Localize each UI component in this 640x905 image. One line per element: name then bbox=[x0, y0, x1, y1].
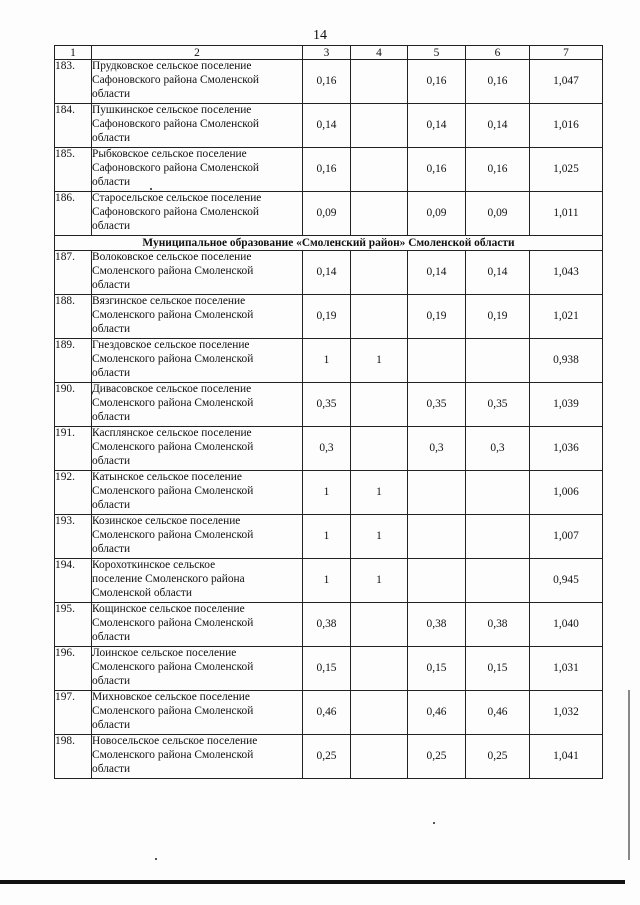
value-cell-c6: 0,15 bbox=[466, 647, 530, 691]
settlement-name-line: Смоленского района Смоленской bbox=[92, 352, 254, 365]
value-cell-c6 bbox=[466, 339, 530, 383]
value-cell-c5: 0,19 bbox=[408, 295, 466, 339]
column-header: 6 bbox=[466, 46, 530, 60]
value-cell-c4 bbox=[351, 383, 408, 427]
settlement-name-line: Касплянское сельское поселение bbox=[92, 427, 252, 439]
settlement-name-line: Смоленского района Смоленской bbox=[92, 616, 254, 629]
table-row bbox=[55, 559, 603, 603]
column-header: 3 bbox=[303, 46, 351, 60]
value-cell-c7: 1,032 bbox=[530, 691, 603, 735]
table-row bbox=[55, 60, 603, 104]
settlement-name-line: Смоленского района Смоленской bbox=[92, 484, 254, 497]
value-cell-c7: 0,945 bbox=[530, 559, 603, 603]
row-number: 191. bbox=[55, 427, 92, 471]
value-cell-c4: 1 bbox=[351, 339, 408, 383]
table-row bbox=[55, 104, 603, 148]
table-row bbox=[55, 647, 603, 691]
row-number: 198. bbox=[55, 735, 92, 779]
settlement-name-line: Сафоновского района Смоленской bbox=[92, 117, 259, 130]
table-row bbox=[55, 515, 603, 559]
column-header: 2 bbox=[92, 46, 303, 60]
settlement-name-line: области bbox=[92, 542, 131, 555]
settlement-name-line: Новосельское сельское поселение bbox=[92, 735, 258, 747]
value-cell-c3: 0,46 bbox=[303, 691, 351, 735]
settlement-name-line: поселение Смоленского района bbox=[92, 572, 245, 585]
settlement-name-line: Лоинское сельское поселение bbox=[92, 647, 237, 659]
table-row bbox=[55, 148, 603, 192]
value-cell-c4 bbox=[351, 691, 408, 735]
column-header: 5 bbox=[408, 46, 466, 60]
value-cell-c4: 1 bbox=[351, 559, 408, 603]
settlement-name bbox=[92, 104, 303, 148]
table-row bbox=[55, 251, 603, 295]
settlement-name-line: Козинское сельское поселение bbox=[92, 515, 241, 527]
row-number: 184. bbox=[55, 104, 92, 148]
value-cell-c7: 1,039 bbox=[530, 383, 603, 427]
settlement-name bbox=[92, 60, 303, 104]
value-cell-c7: 1,031 bbox=[530, 647, 603, 691]
settlement-name-line: области bbox=[92, 630, 131, 643]
value-cell-c5 bbox=[408, 471, 466, 515]
settlement-name-line: Смоленского района Смоленской bbox=[92, 308, 254, 321]
row-number: 186. bbox=[55, 192, 92, 236]
settlement-name-line: области bbox=[92, 366, 131, 379]
rows-smolensky bbox=[55, 251, 603, 779]
value-cell-c4 bbox=[351, 647, 408, 691]
value-cell-c6: 0,09 bbox=[466, 192, 530, 236]
value-cell-c3: 1 bbox=[303, 339, 351, 383]
value-cell-c6: 0,38 bbox=[466, 603, 530, 647]
row-number: 187. bbox=[55, 251, 92, 295]
value-cell-c5: 0,09 bbox=[408, 192, 466, 236]
row-number: 192. bbox=[55, 471, 92, 515]
table-row bbox=[55, 192, 603, 236]
settlement-name-line: Пушкинское сельское поселение bbox=[92, 104, 252, 116]
value-cell-c5 bbox=[408, 339, 466, 383]
table-row bbox=[55, 339, 603, 383]
value-cell-c4 bbox=[351, 735, 408, 779]
settlement-name bbox=[92, 192, 303, 236]
value-cell-c5: 0,35 bbox=[408, 383, 466, 427]
column-header: 7 bbox=[530, 46, 603, 60]
settlement-name-line: области bbox=[92, 278, 131, 291]
row-number: 193. bbox=[55, 515, 92, 559]
row-number: 194. bbox=[55, 559, 92, 603]
settlement-name bbox=[92, 295, 303, 339]
settlement-name-line: Гнездовское сельское поселение bbox=[92, 339, 250, 351]
settlement-name bbox=[92, 339, 303, 383]
settlement-name-line: Корохоткинское сельское bbox=[92, 559, 216, 571]
settlement-name-line: области bbox=[92, 410, 131, 423]
value-cell-c3: 0,38 bbox=[303, 603, 351, 647]
value-cell-c6: 0,16 bbox=[466, 148, 530, 192]
value-cell-c7: 1,040 bbox=[530, 603, 603, 647]
value-cell-c5: 0,14 bbox=[408, 104, 466, 148]
scan-speck bbox=[155, 858, 157, 860]
value-cell-c7: 1,016 bbox=[530, 104, 603, 148]
settlement-name-line: Прудковское сельское поселение bbox=[92, 60, 252, 72]
row-number: 197. bbox=[55, 691, 92, 735]
value-cell-c4: 1 bbox=[351, 515, 408, 559]
table-row bbox=[55, 603, 603, 647]
value-cell-c7: 1,043 bbox=[530, 251, 603, 295]
settlement-name-line: Вязгинское сельское поселение bbox=[92, 295, 246, 307]
settlement-name-line: Михновское сельское поселение bbox=[92, 691, 250, 703]
settlement-name bbox=[92, 383, 303, 427]
settlement-name-line: Смоленского района Смоленской bbox=[92, 660, 254, 673]
settlement-name-line: Сафоновского района Смоленской bbox=[92, 161, 259, 174]
scan-speck bbox=[150, 188, 152, 190]
value-cell-c3: 0,19 bbox=[303, 295, 351, 339]
value-cell-c3: 0,14 bbox=[303, 104, 351, 148]
value-cell-c5 bbox=[408, 515, 466, 559]
table-row bbox=[55, 691, 603, 735]
value-cell-c7: 1,025 bbox=[530, 148, 603, 192]
value-cell-c7: 1,047 bbox=[530, 60, 603, 104]
value-cell-c7: 1,021 bbox=[530, 295, 603, 339]
settlement-name-line: области bbox=[92, 219, 131, 232]
settlement-name bbox=[92, 148, 303, 192]
value-cell-c3: 1 bbox=[303, 471, 351, 515]
value-cell-c6 bbox=[466, 471, 530, 515]
value-cell-c7: 1,006 bbox=[530, 471, 603, 515]
row-number: 183. bbox=[55, 60, 92, 104]
settlement-name-line: области bbox=[92, 322, 131, 335]
settlement-name-line: области bbox=[92, 718, 131, 731]
settlement-name-line: Смоленского района Смоленской bbox=[92, 748, 254, 761]
settlement-name bbox=[92, 427, 303, 471]
settlement-name-line: Волоковское сельское поселение bbox=[92, 251, 252, 263]
settlement-name-line: Дивасовское сельское поселение bbox=[92, 383, 252, 395]
settlement-name-line: Смоленского района Смоленской bbox=[92, 528, 254, 541]
value-cell-c5: 0,14 bbox=[408, 251, 466, 295]
value-cell-c4 bbox=[351, 104, 408, 148]
settlement-name-line: области bbox=[92, 175, 131, 188]
value-cell-c7: 0,938 bbox=[530, 339, 603, 383]
value-cell-c3: 1 bbox=[303, 515, 351, 559]
value-cell-c4 bbox=[351, 427, 408, 471]
settlement-name-line: области bbox=[92, 454, 131, 467]
settlement-name bbox=[92, 471, 303, 515]
value-cell-c5: 0,3 bbox=[408, 427, 466, 471]
row-number: 190. bbox=[55, 383, 92, 427]
settlement-name bbox=[92, 559, 303, 603]
value-cell-c4: 1 bbox=[351, 471, 408, 515]
settlement-name-line: области bbox=[92, 131, 131, 144]
value-cell-c6: 0,35 bbox=[466, 383, 530, 427]
value-cell-c5: 0,16 bbox=[408, 148, 466, 192]
scan-margin-mark bbox=[628, 690, 630, 860]
value-cell-c3: 0,15 bbox=[303, 647, 351, 691]
table-row bbox=[55, 735, 603, 779]
settlement-name bbox=[92, 647, 303, 691]
value-cell-c7: 1,041 bbox=[530, 735, 603, 779]
table-row bbox=[55, 295, 603, 339]
value-cell-c5: 0,38 bbox=[408, 603, 466, 647]
table-row bbox=[55, 427, 603, 471]
row-number: 185. bbox=[55, 148, 92, 192]
value-cell-c6 bbox=[466, 559, 530, 603]
settlement-name-line: Смоленской области bbox=[92, 586, 192, 599]
value-cell-c3: 0,14 bbox=[303, 251, 351, 295]
row-number: 188. bbox=[55, 295, 92, 339]
settlement-name bbox=[92, 251, 303, 295]
rows-safonovo bbox=[55, 60, 603, 236]
section-header-row bbox=[55, 236, 603, 251]
settlement-name bbox=[92, 515, 303, 559]
value-cell-c5: 0,15 bbox=[408, 647, 466, 691]
value-cell-c3: 0,3 bbox=[303, 427, 351, 471]
settlement-name-line: Смоленского района Смоленской bbox=[92, 396, 254, 409]
settlement-name-line: Рыбковское сельское поселение bbox=[92, 148, 247, 160]
allocation-table bbox=[54, 45, 603, 779]
value-cell-c3: 0,35 bbox=[303, 383, 351, 427]
value-cell-c3: 0,09 bbox=[303, 192, 351, 236]
value-cell-c4 bbox=[351, 148, 408, 192]
settlement-name-line: области bbox=[92, 87, 131, 100]
value-cell-c6 bbox=[466, 515, 530, 559]
settlement-name bbox=[92, 603, 303, 647]
value-cell-c4 bbox=[351, 192, 408, 236]
settlement-name-line: Смоленского района Смоленской bbox=[92, 264, 254, 277]
row-number: 195. bbox=[55, 603, 92, 647]
value-cell-c3: 0,25 bbox=[303, 735, 351, 779]
section-title: Муниципальное образование «Смоленский район» Смоленской области bbox=[55, 236, 603, 251]
value-cell-c5: 0,25 bbox=[408, 735, 466, 779]
value-cell-c6: 0,19 bbox=[466, 295, 530, 339]
value-cell-c7: 1,011 bbox=[530, 192, 603, 236]
scan-speck bbox=[433, 822, 435, 824]
table-row bbox=[55, 383, 603, 427]
value-cell-c6: 0,14 bbox=[466, 104, 530, 148]
value-cell-c6: 0,3 bbox=[466, 427, 530, 471]
value-cell-c6: 0,14 bbox=[466, 251, 530, 295]
table-row bbox=[55, 471, 603, 515]
settlement-name-line: Катынское сельское поселение bbox=[92, 471, 242, 483]
settlement-name-line: Старосельское сельское поселение bbox=[92, 192, 262, 204]
settlement-name-line: области bbox=[92, 762, 131, 775]
settlement-name bbox=[92, 735, 303, 779]
value-cell-c6: 0,46 bbox=[466, 691, 530, 735]
value-cell-c7: 1,007 bbox=[530, 515, 603, 559]
value-cell-c6: 0,25 bbox=[466, 735, 530, 779]
row-number: 189. bbox=[55, 339, 92, 383]
page-number: 14 bbox=[313, 28, 327, 43]
column-header: 1 bbox=[55, 46, 92, 60]
settlement-name-line: Сафоновского района Смоленской bbox=[92, 205, 259, 218]
settlement-name-line: Кощинское сельское поселение bbox=[92, 603, 245, 615]
row-number: 196. bbox=[55, 647, 92, 691]
value-cell-c4 bbox=[351, 603, 408, 647]
settlement-name-line: Смоленского района Смоленской bbox=[92, 704, 254, 717]
value-cell-c4 bbox=[351, 60, 408, 104]
settlement-name-line: области bbox=[92, 498, 131, 511]
value-cell-c5 bbox=[408, 559, 466, 603]
value-cell-c3: 0,16 bbox=[303, 60, 351, 104]
value-cell-c3: 0,16 bbox=[303, 148, 351, 192]
value-cell-c6: 0,16 bbox=[466, 60, 530, 104]
value-cell-c5: 0,16 bbox=[408, 60, 466, 104]
value-cell-c5: 0,46 bbox=[408, 691, 466, 735]
footer-rule bbox=[0, 880, 625, 884]
settlement-name bbox=[92, 691, 303, 735]
column-header: 4 bbox=[351, 46, 408, 60]
value-cell-c4 bbox=[351, 295, 408, 339]
value-cell-c7: 1,036 bbox=[530, 427, 603, 471]
settlement-name-line: Сафоновского района Смоленской bbox=[92, 73, 259, 86]
settlement-name-line: области bbox=[92, 674, 131, 687]
value-cell-c4 bbox=[351, 251, 408, 295]
value-cell-c3: 1 bbox=[303, 559, 351, 603]
settlement-name-line: Смоленского района Смоленской bbox=[92, 440, 254, 453]
column-number-row bbox=[55, 46, 603, 60]
